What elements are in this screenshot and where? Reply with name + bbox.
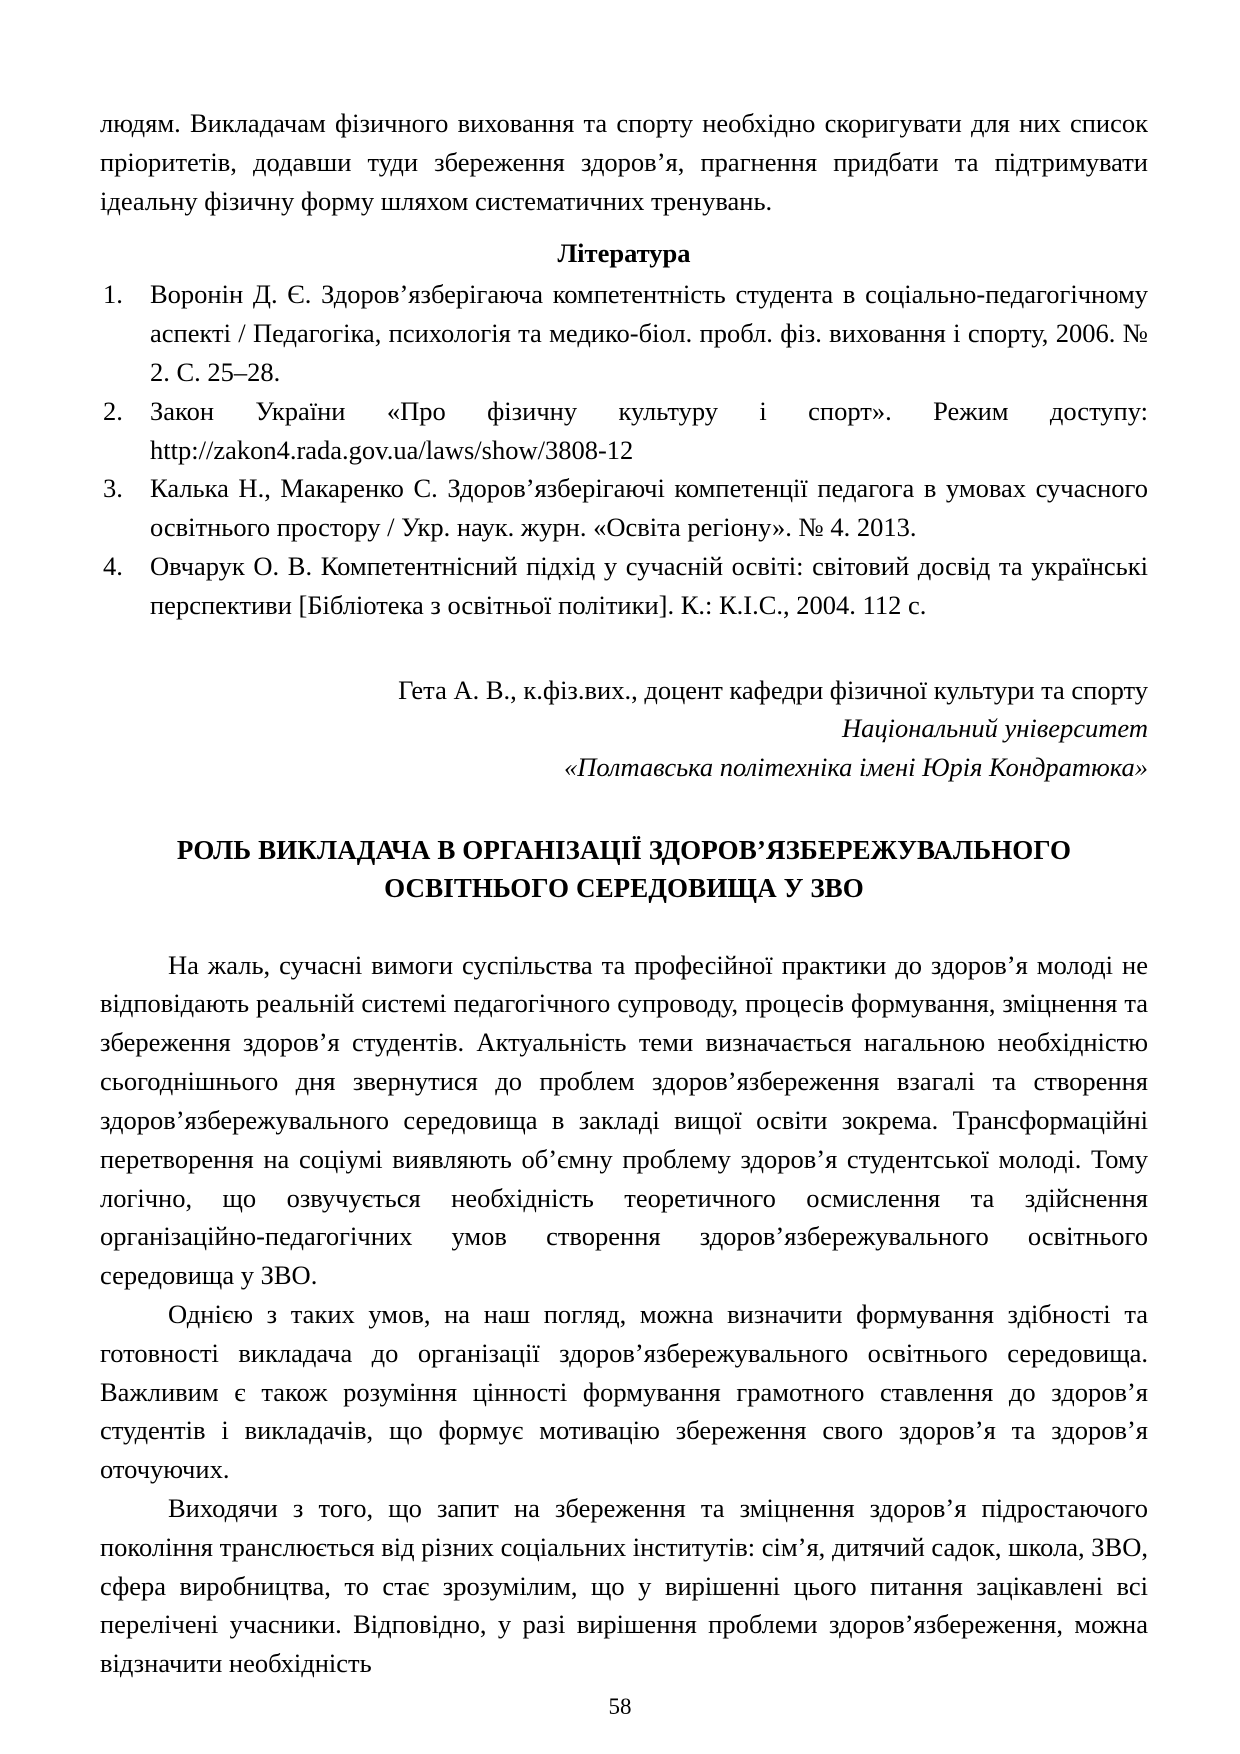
- article-title-line-2: ОСВІТНЬОГО СЕРЕДОВИЩА У ЗВО: [384, 873, 864, 904]
- references-heading: Література: [557, 238, 691, 269]
- article-paragraph: Однією з таких умов, на наш погляд, можна визначити формування здібності та готовності викладача до організації здоров’язбережувального освітнього середовища. Важливим є також розуміння цінності формування грамотного ставлення до здоров’я студентів і викладачів, що формує мотивацію збереження свого здоров’я та здоров’я оточуючих.: [100, 1298, 1148, 1485]
- author-affiliation-block: [100, 671, 1148, 787]
- reference-text: Овчарук О. В. Компетентнісний підхід у сучасній освіті: світовий досвід та українські перспективи [Бібліотека з освітньої політики]. К.: К.І.С., 2004. 112 с.: [150, 550, 1148, 620]
- reference-item: [100, 392, 1148, 470]
- reference-text: Калька Н., Макаренко С. Здоров’язберігаючі компетенції педагога в умовах сучасного освітнього простору / Укр. наук. журн. «Освіта регіону». № 4. 2013.: [150, 473, 1148, 543]
- reference-item: [100, 469, 1148, 547]
- article-paragraph: Виходячи з того, що запит на збереження та зміцнення здоров’я підростаючого покоління транслюється від різних соціальних інститутів: сім’я, дитячий садок, школа, ЗВО, сфера виробництва, то стає зрозумілим, що у вирішенні цього питання зацікавлені всі перелічені учасники. Відповідно, у разі вирішення проблеми здоров’язбереження, можна відзначити необхідність: [100, 1493, 1148, 1679]
- page-number: 58: [608, 1694, 632, 1719]
- affiliation-line-1: Національний університет: [841, 713, 1148, 744]
- affiliation-line-2: «Полтавська політехніка імені Юрія Кондратюка»: [563, 752, 1148, 783]
- article-body: [100, 946, 1148, 1683]
- reference-text: Закон України «Про фізичну культуру і спорт». Режим доступу: http://zakon4.rada.gov.ua/laws/show/3808-12: [150, 395, 1148, 465]
- reference-item: [100, 547, 1148, 625]
- article-paragraph: На жаль, сучасні вимоги суспільства та професійної практики до здоров’я молоді не відповідають реальній системі педагогічного супроводу, процесів формування, зміцнення та збереження здоров’я студентів. Актуальність теми визначається нагальною необхідністю сьогоднішнього дня звернутися до проблем здоров’язбереження взагалі та створення здоров’язбережувального середовища в закладі вищої освіти зокрема. Трансформаційні перетворення на соціумі виявляють об’ємну проблему здоров’я студентської молоді. Тому логічно, що озвучується необхідність теоретичного осмислення та здійснення організаційно-педагогічних умов створення здоров’язбережувального освітнього середовища у ЗВО.: [100, 949, 1148, 1291]
- article-title-line-1: РОЛЬ ВИКЛАДАЧА В ОРГАНІЗАЦІЇ ЗДОРОВ’ЯЗБЕРЕЖУВАЛЬНОГО: [176, 835, 1072, 865]
- reference-item: [100, 275, 1148, 391]
- author-name-line: Гета А. В., к.фіз.вих., доцент кафедри фізичної культури та спорту: [398, 674, 1148, 705]
- reference-text: Воронін Д. Є. Здоров’язберігаюча компетентність студента в соціально-педагогічному аспекті / Педагогіка, психологія та медико-біол. пробл. фіз. виховання і спорту, 2006. № 2. С. 25–28.: [150, 279, 1148, 387]
- continued-paragraph: людям. Викладачам фізичного виховання та спорту необхідно скоригувати для них список пріоритетів, додавши туди збереження здоров’я, прагнення придбати та підтримувати ідеальну фізичну форму шляхом систематичних тренувань.: [100, 108, 1148, 216]
- article-title: [100, 831, 1148, 908]
- references-list: [100, 275, 1148, 624]
